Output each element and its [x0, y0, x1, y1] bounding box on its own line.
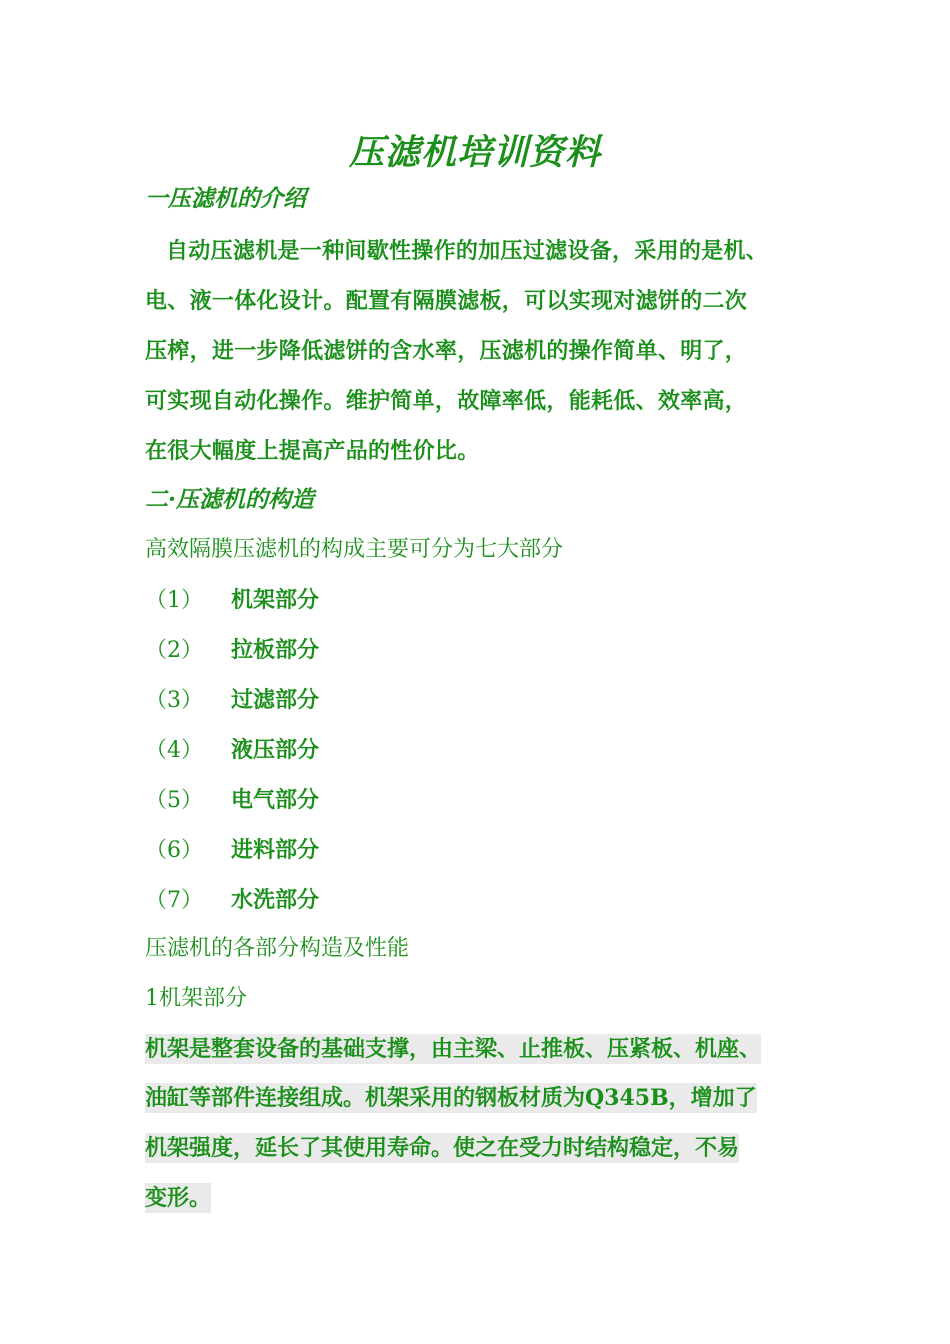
list-item-label: 液压部分 — [231, 737, 320, 763]
section3-line — [145, 1034, 761, 1065]
list-item — [145, 785, 319, 816]
section3-line — [145, 1183, 211, 1214]
section3-heading: 压滤机的各部分构造及性能 — [145, 936, 410, 961]
list-item-label: 电气部分 — [231, 787, 320, 813]
section3-subheading: 1机架部分 — [145, 986, 247, 1011]
highlighted-text: 机架强度，延长了其使用寿命。使之在受力时结构稳定，不易 — [145, 1135, 740, 1161]
list-item-number: （5） — [145, 788, 203, 813]
list-item-number: （7） — [145, 888, 203, 913]
section1-line: 电、液一体化设计。配置有隔膜滤板，可以实现对滤饼的二次 — [145, 288, 748, 314]
section1-heading: 一压滤机的介绍 — [145, 185, 306, 212]
list-item-number: （2） — [145, 638, 203, 663]
list-item-label: 过滤部分 — [231, 687, 320, 713]
section1-line: 在很大幅度上提高产品的性价比。 — [145, 438, 480, 464]
list-item-number: （1） — [145, 588, 203, 613]
document-title: 压滤机培训资料 — [348, 132, 601, 173]
list-item — [145, 835, 319, 866]
list-item-label: 机架部分 — [231, 587, 320, 613]
list-item — [145, 885, 319, 916]
section3-line — [145, 1083, 757, 1114]
list-item-number: （6） — [145, 838, 203, 863]
list-item — [145, 635, 319, 666]
list-item-number: （3） — [145, 688, 203, 713]
section1-line: 压榨，进一步降低滤饼的含水率，压滤机的操作简单、明了， — [145, 338, 748, 364]
list-item-number: （4） — [145, 738, 203, 763]
list-item — [145, 685, 319, 716]
highlighted-text: 变形。 — [145, 1185, 212, 1211]
section1-line: 自动压滤机是一种间歇性操作的加压过滤设备，采用的是机、 — [166, 238, 769, 264]
list-item — [145, 735, 319, 766]
section2-heading: 二·压滤机的构造 — [145, 486, 315, 513]
list-item — [145, 585, 319, 616]
list-item-label: 水洗部分 — [231, 887, 320, 913]
section3-line — [145, 1133, 739, 1164]
highlighted-text: 油缸等部件连接组成。机架采用的钢板材质为Q345B，增加了 — [145, 1085, 757, 1111]
highlighted-text: 机架是整套设备的基础支撑，由主梁、止推板、压紧板、机座、 — [145, 1036, 762, 1062]
section2-intro: 高效隔膜压滤机的构成主要可分为七大部分 — [145, 537, 564, 562]
list-item-label: 拉板部分 — [231, 637, 320, 663]
section1-line: 可实现自动化操作。维护简单，故障率低，能耗低、效率高， — [145, 388, 748, 414]
list-item-label: 进料部分 — [231, 837, 320, 863]
